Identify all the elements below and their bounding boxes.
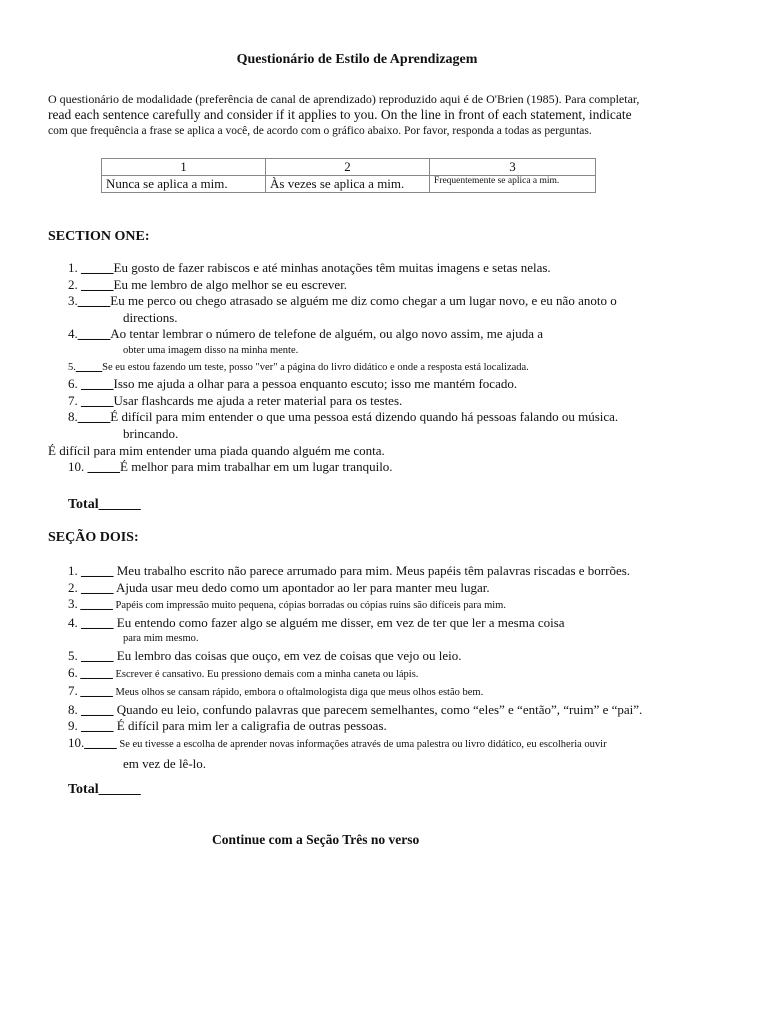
item-number: 10. [68, 734, 85, 750]
section-two-total [68, 782, 141, 798]
item-text: Isso me ajuda a olhar para a pessoa enquanto escuto; isso me mantém focado. [113, 376, 518, 392]
intro-line-2: read each sentence carefully and consider if it applies to you. On the line in front of each statement, indicate [48, 107, 632, 122]
item-text-continued: directions. [123, 309, 178, 325]
list-item [68, 683, 768, 702]
answer-blank[interactable]: _____ [81, 718, 114, 734]
list-item [68, 665, 768, 684]
item-text: Meus olhos se cansam rápido, embora o oftalmologista diga que meus olhos estão bem. [115, 687, 484, 699]
item-text: Eu me perco ou chego atrasado se alguém me diz como chegar a um lugar novo, e eu não anoto o [110, 293, 617, 309]
item-text: É difícil para mim entender uma piada quando alguém me conta. [48, 442, 385, 458]
answer-blank[interactable]: _____ [75, 361, 103, 373]
item-number: 2. [68, 276, 78, 292]
list-item [68, 580, 768, 597]
list-item [68, 393, 768, 410]
answer-blank[interactable]: _____ [81, 260, 114, 275]
answer-blank[interactable]: _____ [84, 734, 117, 750]
item-text-continued: para mim mesmo. [123, 633, 199, 645]
item-text: Eu lembro das coisas que ouço, em vez de coisas que vejo ou leio. [116, 647, 462, 663]
answer-blank[interactable]: _____ [80, 596, 113, 612]
list-item [68, 326, 768, 359]
answer-blank[interactable]: _____ [81, 392, 114, 408]
item-text: Se eu estou fazendo um teste, posso "ver" a página do livro didático e onde a resposta está localizada. [102, 361, 529, 373]
item-text: Papéis com impressão muito pequena, cópias borradas ou cópias ruins são difíceis para mim. [115, 600, 506, 612]
item-number: 7. [68, 392, 78, 408]
answer-blank[interactable]: _____ [81, 647, 114, 663]
item-number: 5. [68, 647, 78, 663]
list-item [68, 360, 768, 377]
list-item [68, 293, 768, 326]
scale-number-2: 2 [266, 159, 430, 176]
list-item [68, 596, 768, 615]
list-item [68, 409, 768, 442]
section-one-total [68, 497, 141, 513]
scale-label-often: Frequentemente se aplica a mim. [430, 176, 596, 193]
section-two-list [68, 563, 768, 772]
item-number: 2. [68, 579, 78, 595]
item-number: 3. [68, 293, 78, 309]
answer-blank[interactable]: _____ [81, 376, 114, 392]
item-text: Ajuda usar meu dedo como um apontador ao ler para manter meu lugar. [116, 579, 490, 595]
answer-blank[interactable]: _____ [81, 276, 114, 292]
item-number: 8. [68, 701, 78, 717]
item-text: Se eu tivesse a escolha de aprender novas informações através de uma palestra ou livro didático, eu escolheria ouvir [119, 738, 607, 750]
list-item [68, 615, 768, 648]
frequency-scale-table [101, 158, 596, 193]
item-text-continued: brincando. [123, 425, 179, 441]
item-number: 3. [68, 596, 78, 612]
list-item [68, 648, 768, 665]
item-text: Eu gosto de fazer rabiscos e até minhas anotações têm muitas imagens e setas nelas. [113, 260, 551, 275]
item-text: Escrever é cansativo. Eu pressiono demais com a minha caneta ou lápis. [115, 668, 419, 680]
item-text: É difícil para mim ler a caligrafia de outras pessoas. [116, 718, 387, 734]
item-text: Ao tentar lembrar o número de telefone de alguém, ou algo novo assim, me ajuda a [110, 326, 544, 342]
list-item [68, 702, 768, 719]
item-text: É melhor para mim trabalhar em um lugar tranquilo. [120, 459, 393, 475]
answer-blank[interactable]: _____ [77, 326, 111, 342]
item-number: 4. [68, 326, 78, 342]
item-number: 8. [68, 409, 78, 425]
section-one-list [48, 260, 768, 476]
item-number: 10. [68, 459, 85, 475]
scale-label-sometimes: Às vezes se aplica a mim. [266, 176, 430, 193]
continue-note: Continue com a Seção Três no verso [212, 832, 420, 847]
answer-blank[interactable]: _____ [80, 683, 113, 699]
total-label: Total [68, 782, 99, 797]
item-number: 6. [68, 376, 78, 392]
item-number: 1. [68, 563, 78, 578]
answer-blank[interactable]: _____ [81, 563, 114, 578]
list-item [68, 459, 768, 476]
list-item [68, 277, 768, 294]
list-item [48, 443, 768, 460]
item-number: 5. [68, 361, 76, 373]
item-text: Eu entendo como fazer algo se alguém me disser, em vez de ter que ler a mesma coisa [116, 614, 565, 630]
item-text: Usar flashcards me ajuda a reter material para os testes. [113, 392, 403, 408]
total-blank[interactable]: ______ [98, 497, 141, 512]
list-item [68, 735, 768, 772]
item-text: Eu me lembro de algo melhor se eu escrever. [113, 276, 348, 292]
answer-blank[interactable]: _____ [81, 579, 114, 595]
item-number: 7. [68, 683, 78, 699]
answer-blank[interactable]: _____ [80, 664, 113, 680]
answer-blank[interactable]: _____ [87, 459, 120, 475]
item-text: É difícil para mim entender o que uma pessoa está dizendo quando há pessoas falando ou música. [110, 409, 619, 425]
scale-number-3: 3 [430, 159, 596, 176]
item-number: 1. [68, 260, 78, 275]
item-text-continued: obter uma imagem disso na minha mente. [123, 344, 299, 356]
item-text: Quando eu leio, confundo palavras que parecem semelhantes, como “eles” e “então”, “ruim” e “pai”. [116, 701, 643, 717]
section-one-heading: SECTION ONE: [48, 229, 150, 244]
intro-line-1: O questionário de modalidade (preferência de canal de aprendizado) reproduzido aqui é de O'Brien (1985). Para completar, [48, 92, 640, 106]
answer-blank[interactable]: _____ [81, 701, 114, 717]
intro-paragraph [48, 91, 748, 139]
page-title: Questionário de Estilo de Aprendizagem [236, 52, 478, 67]
list-item [68, 376, 768, 393]
answer-blank[interactable]: _____ [77, 293, 111, 309]
item-text-continued: em vez de lê-lo. [123, 755, 207, 771]
item-text: Meu trabalho escrito não parece arrumado para mim. Meus papéis têm palavras riscadas e borrões. [116, 563, 631, 578]
scale-label-never: Nunca se aplica a mim. [102, 176, 266, 193]
scale-number-1: 1 [102, 159, 266, 176]
intro-line-3: com que frequência a frase se aplica a você, de acordo com o gráfico abaixo. Por favor, responda a todas as perguntas. [48, 125, 592, 137]
total-label: Total [68, 497, 99, 512]
list-item [68, 718, 768, 735]
answer-blank[interactable]: _____ [81, 614, 114, 630]
answer-blank[interactable]: _____ [77, 409, 111, 425]
item-number: 9. [68, 718, 78, 734]
item-number: 4. [68, 614, 78, 630]
total-blank[interactable]: ______ [98, 782, 141, 797]
item-number: 6. [68, 664, 78, 680]
list-item [68, 563, 768, 580]
list-item [68, 260, 768, 277]
section-two-heading: SEÇÃO DOIS: [48, 530, 139, 545]
